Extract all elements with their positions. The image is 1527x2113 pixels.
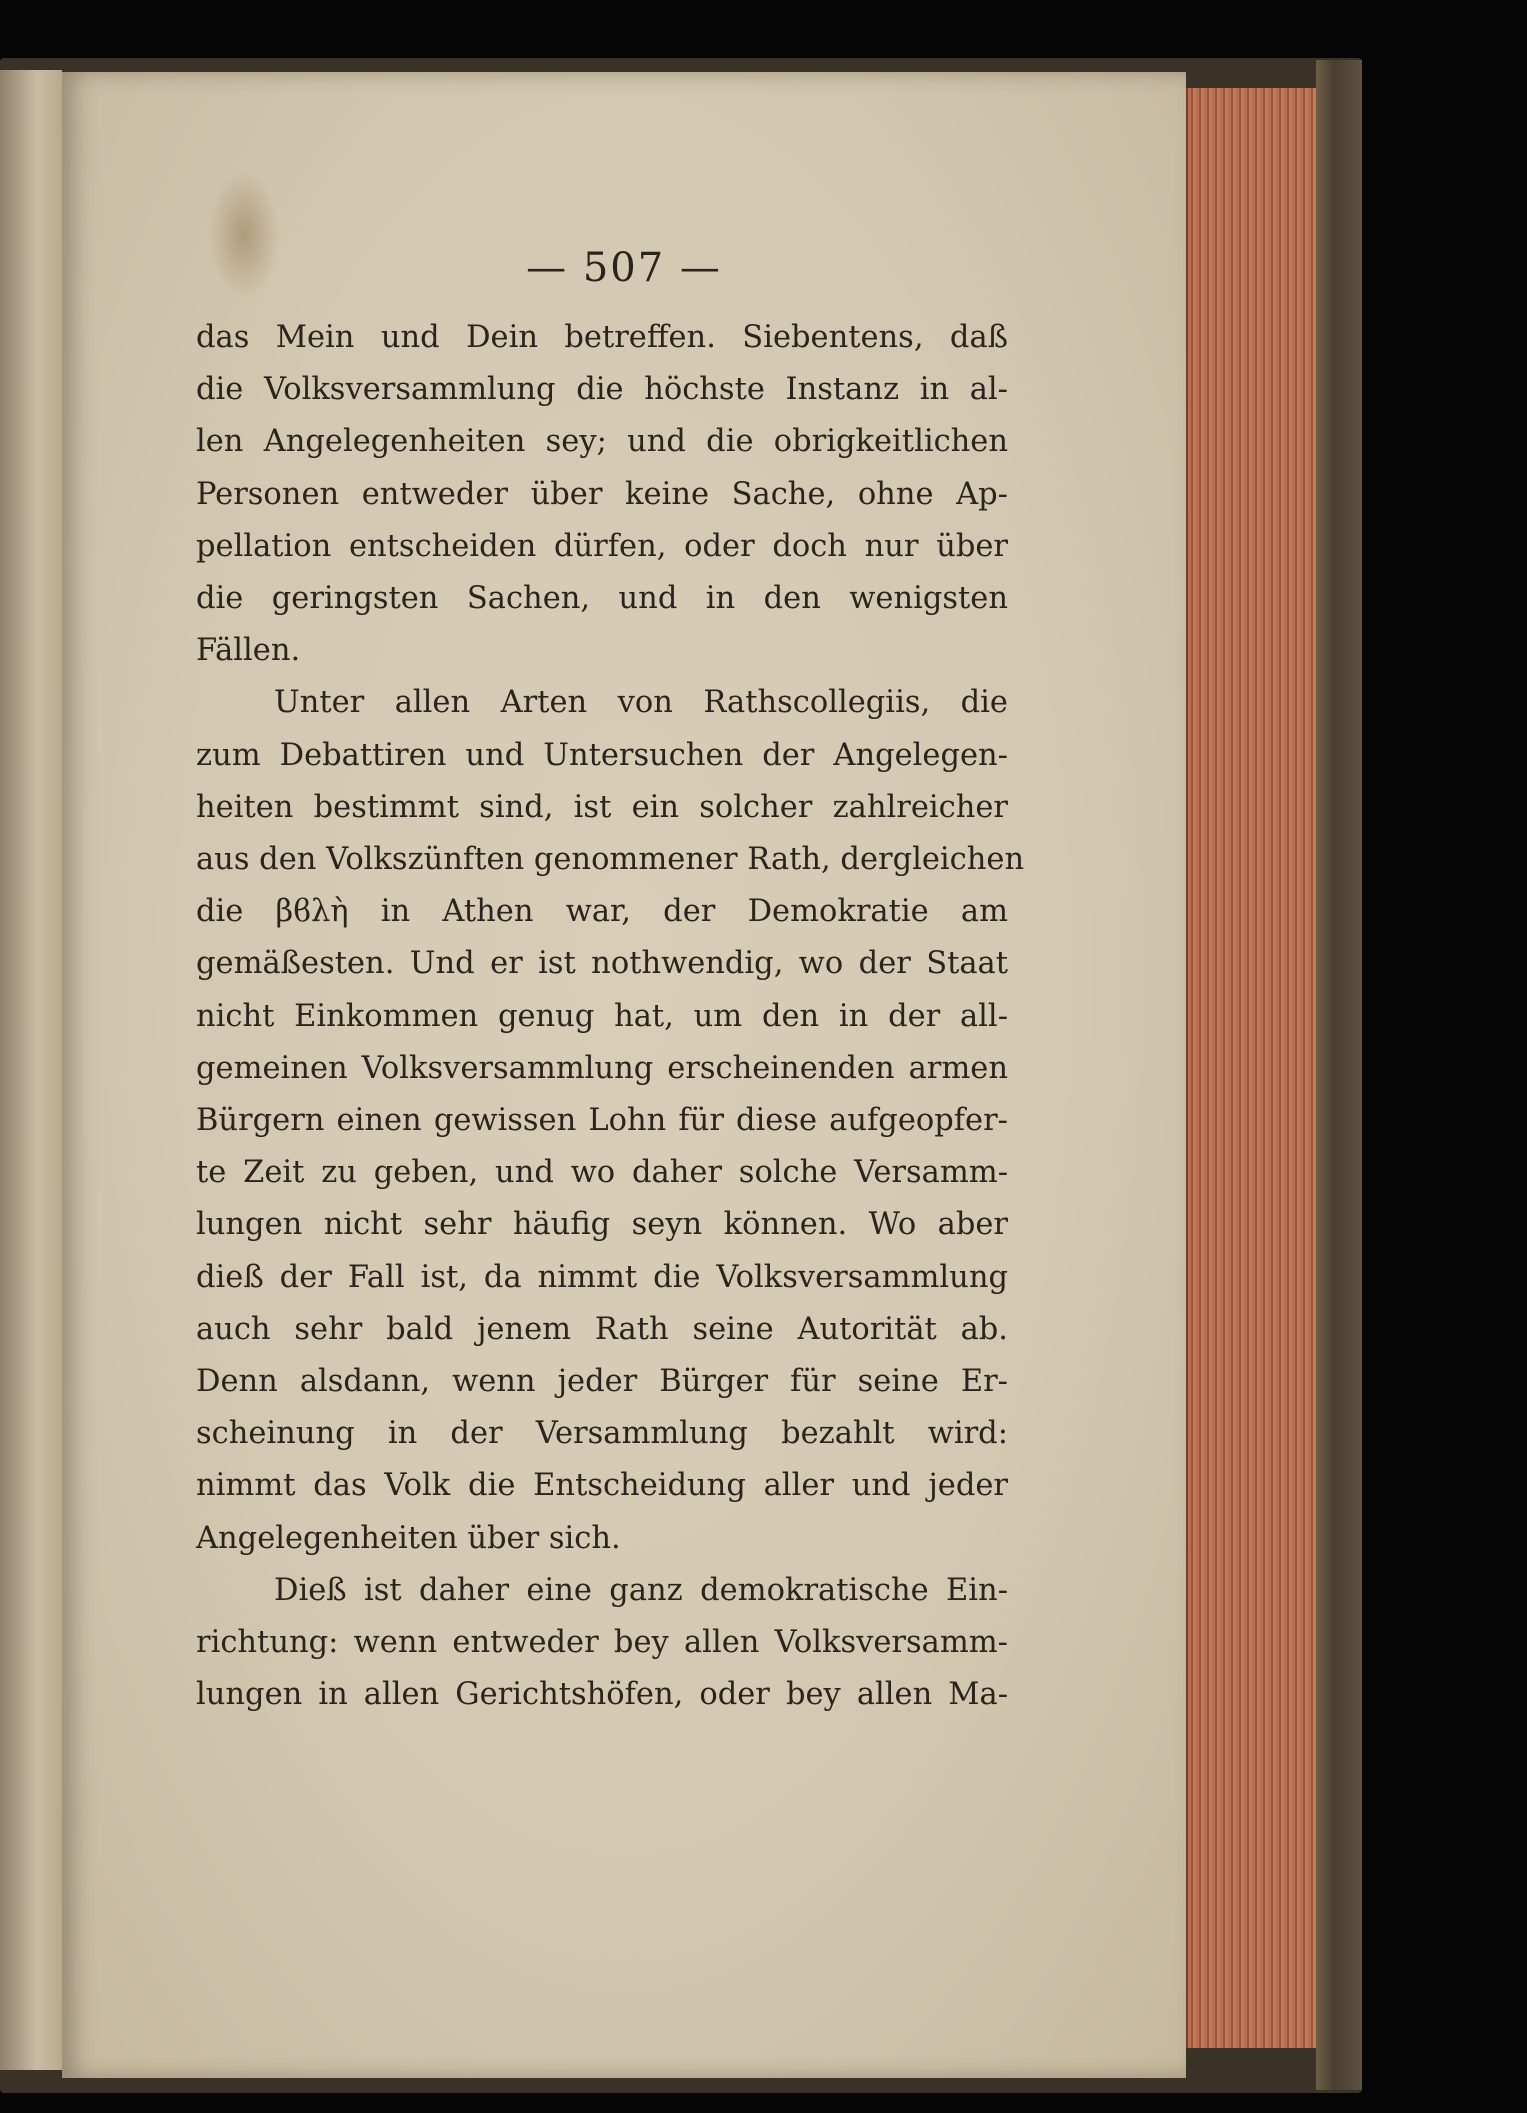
cover-edge <box>1316 60 1362 2090</box>
text-line: die βϐλὴ in Athen war, der Demokratie am <box>196 894 1008 930</box>
facing-page-edge <box>0 70 62 2070</box>
text-line: Personen entweder über keine Sache, ohne Ap- <box>196 476 1008 512</box>
text-line: heiten bestimmt sind, ist ein solcher zahlreicher <box>196 789 1008 825</box>
text-line: Dieß ist daher eine ganz demokratische Ein- <box>274 1572 1008 1608</box>
text-line: gemeinen Volksversammlung erscheinenden armen <box>196 1050 1008 1086</box>
page-number-header: — 507 — <box>526 245 722 291</box>
text-line: richtung: wenn entweder bey allen Volksversamm- <box>196 1625 1008 1661</box>
text-line: Angelegenheiten über sich. <box>196 1520 621 1556</box>
text-line: die geringsten Sachen, und in den wenigsten <box>196 581 1008 617</box>
text-line: te Zeit zu geben, und wo daher solche Versamm- <box>196 1155 1008 1191</box>
text-line: lungen nicht sehr häufig seyn können. Wo aber <box>196 1207 1008 1243</box>
text-line: len Angelegenheiten sey; und die obrigkeitlichen <box>196 424 1008 460</box>
text-line: nicht Einkommen genug hat, um den in der all- <box>196 998 1008 1034</box>
page-text <box>196 312 1025 1721</box>
text-line: nimmt das Volk die Entscheidung aller und jeder <box>196 1468 1008 1504</box>
text-line: lungen in allen Gerichtshöfen, oder bey allen Ma- <box>196 1677 1008 1713</box>
text-line: Bürgern einen gewissen Lohn für diese aufgeopfer- <box>196 1103 1008 1139</box>
text-line: auch sehr bald jenem Rath seine Autorität ab. <box>196 1311 1008 1347</box>
text-line: dieß der Fall ist, da nimmt die Volksversammlung <box>196 1259 1008 1295</box>
text-line: das Mein und Dein betreffen. Siebentens, daß <box>196 320 1008 355</box>
text-line: die Volksversammlung die höchste Instanz in al- <box>196 372 1008 408</box>
text-line: Denn alsdann, wenn jeder Bürger für seine Er- <box>196 1364 1008 1400</box>
page-stack-edge <box>1186 88 1318 2048</box>
text-line: zum Debattiren und Untersuchen der Angelegen- <box>196 737 1008 773</box>
text-line: pellation entscheiden dürfen, oder doch nur über <box>196 528 1008 564</box>
text-line: Fällen. <box>196 633 301 669</box>
text-line: Unter allen Arten von Rathscollegiis, die <box>274 685 1008 721</box>
text-line: aus den Volkszünften genommener Rath, dergleichen <box>196 842 1025 878</box>
text-line: gemäßesten. Und er ist nothwendig, wo der Staat <box>196 946 1008 982</box>
text-line: scheinung in der Versammlung bezahlt wird: <box>196 1416 1008 1452</box>
